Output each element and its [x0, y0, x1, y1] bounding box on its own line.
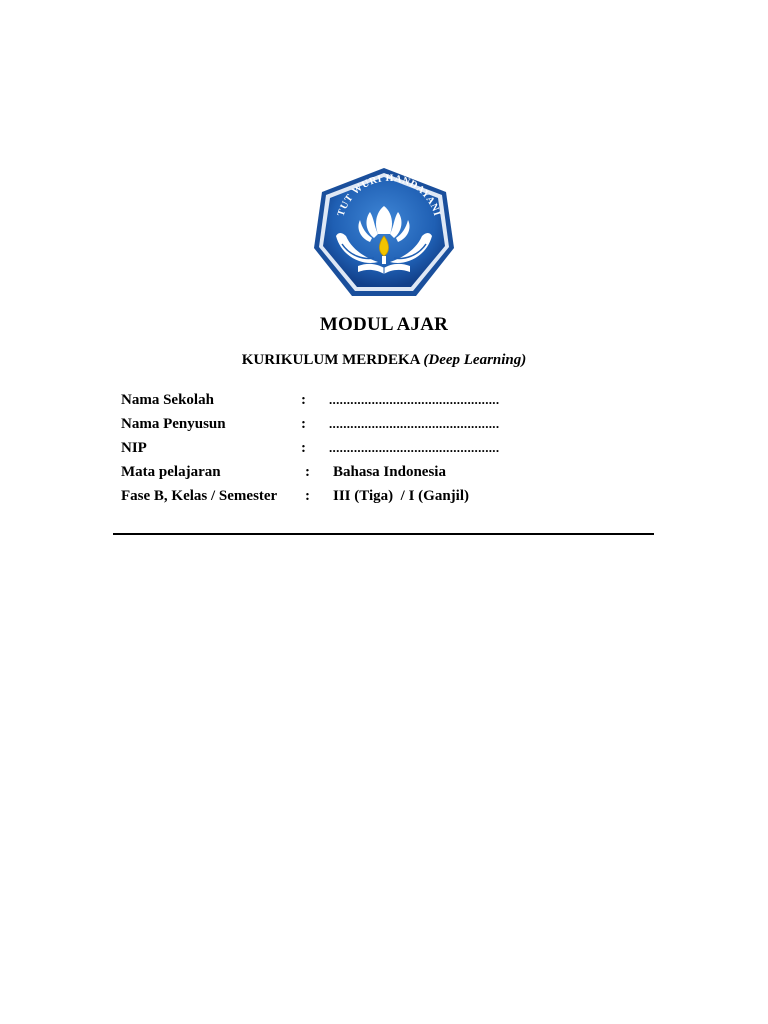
field-row-fase-kelas-semester — [121, 486, 661, 510]
field-label: Fase B, Kelas / Semester — [121, 488, 278, 504]
field-row-nama-penyusun — [121, 414, 661, 438]
tut-wuri-handayani-logo — [312, 166, 456, 302]
field-value: ................................................ — [329, 392, 500, 407]
field-colon: : — [305, 488, 310, 504]
field-label: Mata pelajaran — [121, 464, 221, 480]
field-value: III (Tiga) / I (Ganjil) — [333, 488, 469, 504]
identity-fields — [121, 390, 661, 510]
field-label: NIP — [121, 440, 147, 456]
field-colon: : — [301, 392, 306, 408]
field-row-mata-pelajaran — [121, 462, 661, 486]
field-colon: : — [301, 440, 306, 456]
subtitle-main: KURIKULUM MERDEKA — [241, 352, 420, 368]
field-colon: : — [301, 416, 306, 432]
field-label: Nama Sekolah — [121, 392, 214, 408]
field-label: Nama Penyusun — [121, 416, 226, 432]
page-subtitle — [0, 352, 768, 369]
emblem-icon — [312, 166, 456, 302]
subtitle-italic: (Deep Learning) — [423, 352, 527, 368]
field-value: ................................................ — [329, 440, 500, 455]
field-value: Bahasa Indonesia — [333, 464, 446, 480]
field-colon: : — [305, 464, 310, 480]
field-row-nama-sekolah — [121, 390, 661, 414]
field-row-nip — [121, 438, 661, 462]
page-title: MODUL AJAR — [319, 314, 449, 335]
field-value: ................................................ — [329, 416, 500, 431]
motto-text: TUT WURI HANDAYANI — [335, 172, 443, 218]
horizontal-rule — [113, 533, 654, 535]
